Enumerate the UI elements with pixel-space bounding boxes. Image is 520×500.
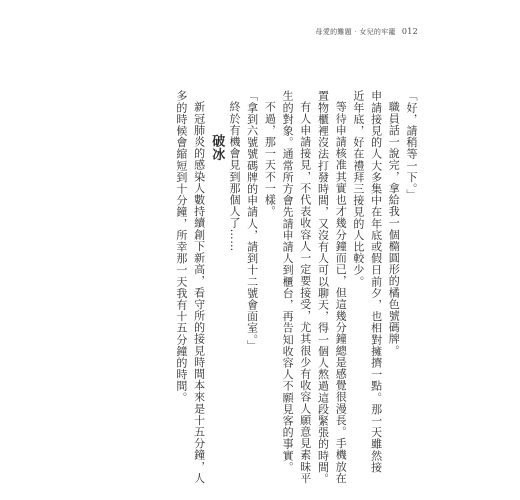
text-line: 置物櫃裡沒法打發時間，又沒有人可以聊天，得一個人熬過這段緊張的時間。 <box>316 90 330 485</box>
text-line: 生的對象。通常所方會先請申請人到櫃台，再告知收容人不願見客的事實。 <box>281 90 295 473</box>
text-line: 等待申請核准其實也才幾分鐘而已，但這幾分鐘總是感覺很漫長。手機放在 <box>334 101 348 484</box>
text-line: 「好，請稍等一下。」 <box>405 90 418 201</box>
section-heading: 破冰 <box>209 134 225 162</box>
text-line: 職員話一說完，拿給我一個橢圓形的橘色號碼牌。 <box>387 101 401 357</box>
running-header <box>316 27 418 37</box>
text-line: 多的時候會縮短到十分鐘，所幸那一天我有十五分鐘的時間。 <box>174 90 188 404</box>
running-title: 母愛的難題‧女兒的牢籠 <box>315 28 396 36</box>
text-line: 申請接見的人大多集中在年底或假日前夕，也相對擁擠一點。那一天雖然接 <box>369 90 383 473</box>
page-number: 012 <box>401 27 418 36</box>
text-line: 「拿到六號號碼牌的申請人，請到十二號會面室。」 <box>245 90 259 352</box>
text-line: 近年底，好在禮拜三接見的人比較少。 <box>351 90 365 288</box>
text-line: 不過，那一天不一樣。 <box>263 101 277 217</box>
text-line: 有人申請接見，不代表收容人一定要接受，尤其很少有收容人願意見素昧平 <box>298 101 312 484</box>
text-line: 新冠肺炎的感染人數持續創下新高，看守所的接見時間本來是十五分鐘，人 <box>192 101 206 484</box>
body-text <box>110 90 420 485</box>
text-line: 終於有機會見到那個人了…… <box>227 101 241 252</box>
